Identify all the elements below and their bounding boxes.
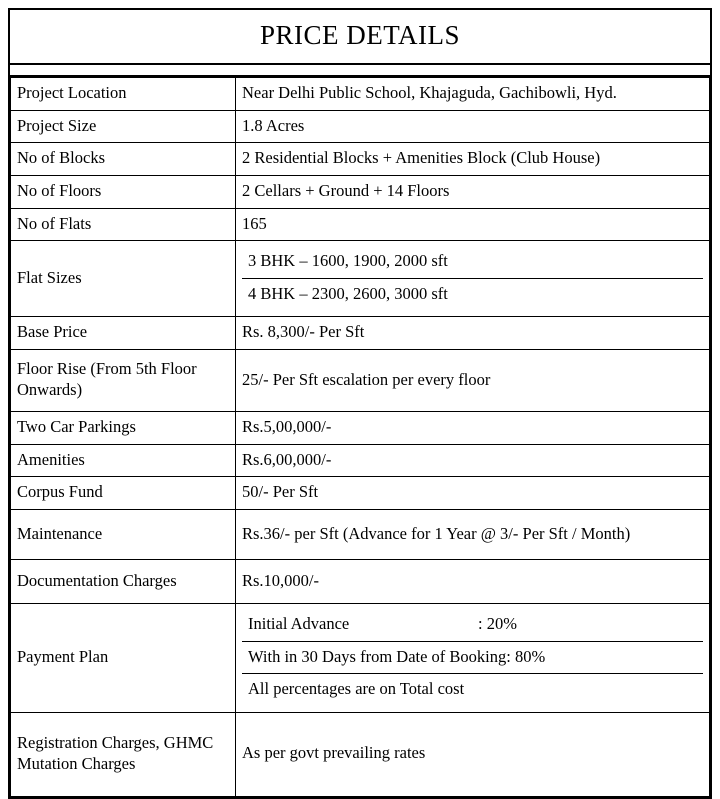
row-value-base-price: Rs. 8,300/- Per Sft <box>236 317 710 350</box>
table-row-flat-sizes <box>11 241 710 317</box>
price-details-table-frame <box>8 8 712 799</box>
table-row <box>11 350 710 412</box>
flat-size-3bhk: 3 BHK – 1600, 1900, 2000 sft <box>242 246 703 278</box>
row-value-no-of-floors: 2 Cellars + Ground + 14 Floors <box>236 175 710 208</box>
row-value-maintenance: Rs.36/- per Sft (Advance for 1 Year @ 3/- Per Sft / Month) <box>236 509 710 559</box>
row-value-flat-sizes <box>236 241 710 317</box>
price-details-table <box>10 77 710 797</box>
page-title: PRICE DETAILS <box>259 20 461 50</box>
row-label-no-of-flats: No of Flats <box>11 208 236 241</box>
row-label-no-of-floors: No of Floors <box>11 175 236 208</box>
list-item <box>242 278 703 310</box>
list-item <box>242 246 703 278</box>
table-row-payment-plan <box>11 603 710 712</box>
row-label-base-price: Base Price <box>11 317 236 350</box>
flat-size-4bhk: 4 BHK – 2300, 2600, 3000 sft <box>248 283 448 303</box>
row-value-corpus-fund: 50/- Per Sft <box>236 477 710 510</box>
row-label-amenities: Amenities <box>11 444 236 477</box>
row-label-maintenance: Maintenance <box>11 509 236 559</box>
table-row <box>11 509 710 559</box>
payment-plan-pct-1: : 20% <box>478 613 517 633</box>
table-row <box>11 317 710 350</box>
row-value-amenities: Rs.6,00,000/- <box>236 444 710 477</box>
row-value-payment-plan <box>236 603 710 712</box>
table-row-registration <box>11 712 710 796</box>
payment-plan-line-3: All percentages are on Total cost <box>248 679 465 699</box>
row-value-project-size: 1.8 Acres <box>236 110 710 143</box>
payment-plan-subtable <box>242 609 703 706</box>
table-row <box>11 143 710 176</box>
row-label-project-size: Project Size <box>11 110 236 143</box>
payment-plan-pct-2: : 80% <box>506 646 546 666</box>
table-row <box>11 477 710 510</box>
row-label-corpus-fund: Corpus Fund <box>11 477 236 510</box>
table-row <box>11 175 710 208</box>
document-title-bar <box>10 10 710 65</box>
table-row <box>11 412 710 445</box>
row-label-flat-sizes: Flat Sizes <box>11 241 236 317</box>
payment-plan-line-2 <box>242 641 703 674</box>
payment-plan-line-1 <box>242 609 703 641</box>
flat-sizes-subtable <box>242 246 703 310</box>
row-value-floor-rise: 25/- Per Sft escalation per every floor <box>236 350 710 412</box>
table-row <box>11 208 710 241</box>
row-value-documentation-charges: Rs.10,000/- <box>236 559 710 603</box>
list-item <box>242 641 703 674</box>
row-label-no-of-blocks: No of Blocks <box>11 143 236 176</box>
row-label-payment-plan: Payment Plan <box>11 603 236 712</box>
payment-plan-label-2: With in 30 Days from Date of Booking <box>248 646 507 666</box>
table-row <box>11 559 710 603</box>
row-label-floor-rise: Floor Rise (From 5th Floor Onwards) <box>11 350 236 412</box>
row-label-documentation-charges: Documentation Charges <box>11 559 236 603</box>
row-label-registration-charges: Registration Charges, GHMC Mutation Charges <box>11 712 236 796</box>
title-spacer-row <box>10 65 710 77</box>
row-label-two-car-parkings: Two Car Parkings <box>11 412 236 445</box>
row-value-two-car-parkings: Rs.5,00,000/- <box>236 412 710 445</box>
row-value-registration-charges: As per govt prevailing rates <box>236 712 710 796</box>
row-label-project-location: Project Location <box>11 78 236 111</box>
row-value-no-of-flats: 165 <box>236 208 710 241</box>
list-item <box>242 609 703 641</box>
table-row <box>11 78 710 111</box>
table-row <box>11 444 710 477</box>
payment-plan-label-1: Initial Advance <box>248 613 350 633</box>
list-item <box>242 674 703 706</box>
table-row <box>11 110 710 143</box>
row-value-no-of-blocks: 2 Residential Blocks + Amenities Block (Club House) <box>236 143 710 176</box>
row-value-project-location: Near Delhi Public School, Khajaguda, Gachibowli, Hyd. <box>236 78 710 111</box>
